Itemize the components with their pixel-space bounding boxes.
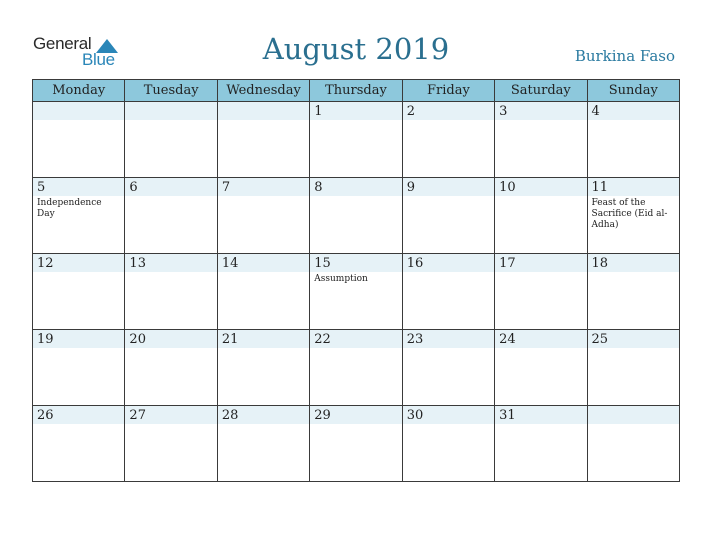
day-cell: [33, 254, 125, 330]
weekday-header-row: [33, 80, 680, 102]
day-number: 27: [129, 408, 146, 423]
day-number-bar: [403, 102, 494, 120]
day-number: 1: [314, 104, 323, 119]
day-number: 3: [499, 104, 508, 119]
logo-word-general: General: [33, 34, 92, 53]
day-number-bar: [218, 102, 309, 120]
day-cell: [217, 178, 309, 254]
day-number-bar: [125, 102, 216, 120]
day-number: 30: [406, 408, 424, 423]
holiday-label: Independence Day: [37, 198, 102, 219]
weekday-header: Sunday: [587, 80, 679, 102]
day-number: 29: [314, 408, 331, 423]
calendar-title: August 2019: [262, 32, 450, 66]
holiday-label: Assumption: [314, 274, 368, 284]
day-number: 23: [406, 332, 424, 347]
day-cell: [495, 178, 587, 254]
day-number-bar: [310, 102, 401, 120]
day-cell: [495, 406, 587, 482]
day-cell: [217, 330, 309, 406]
day-cell: [310, 178, 402, 254]
day-cell: [587, 254, 679, 330]
day-cell: [125, 330, 217, 406]
day-number-bar: [33, 102, 124, 120]
week-row: [33, 102, 680, 178]
day-number-bar: [218, 178, 309, 196]
day-number: 13: [129, 256, 146, 271]
day-cell: [125, 178, 217, 254]
day-cell: [587, 406, 679, 482]
day-number: 14: [221, 256, 239, 271]
weekday-header: Wednesday: [217, 80, 309, 102]
day-number: 19: [37, 332, 54, 347]
day-number: 15: [314, 256, 331, 271]
weekday-header: Monday: [33, 80, 125, 102]
day-cell: [33, 330, 125, 406]
country-name: Burkina Faso: [574, 47, 675, 65]
day-cell: [587, 102, 679, 178]
day-number: 9: [406, 180, 415, 195]
day-number-bar: [33, 178, 124, 196]
day-cell: [402, 102, 494, 178]
day-number: 5: [37, 180, 46, 195]
day-cell: [495, 254, 587, 330]
day-number: 16: [406, 256, 424, 271]
day-number: 25: [591, 332, 609, 347]
day-number-bar: [125, 178, 216, 196]
weekday-header: Saturday: [495, 80, 587, 102]
day-cell: [402, 330, 494, 406]
holiday-label: Feast of the Sacrifice (Eid al-Adha): [591, 198, 668, 230]
day-number-bar: [588, 102, 679, 120]
day-cell: [125, 254, 217, 330]
day-cell: [402, 406, 494, 482]
weekday-header: Friday: [402, 80, 494, 102]
day-number: 26: [37, 408, 54, 423]
day-cell: [310, 406, 402, 482]
day-cell: [310, 102, 402, 178]
day-cell: [402, 254, 494, 330]
day-cell: [587, 330, 679, 406]
day-cell: [217, 406, 309, 482]
day-number: 24: [499, 332, 516, 347]
day-number-bar: [403, 178, 494, 196]
week-row: [33, 178, 680, 254]
day-cell: [33, 102, 125, 178]
day-number: 7: [221, 180, 231, 195]
weekday-header: Thursday: [310, 80, 402, 102]
day-number: 6: [129, 180, 138, 195]
day-number: 21: [221, 332, 239, 347]
week-row: [33, 330, 680, 406]
week-row: [33, 254, 680, 330]
day-number: 8: [314, 180, 323, 195]
day-cell: [310, 330, 402, 406]
day-cell: [217, 102, 309, 178]
day-cell: [495, 330, 587, 406]
day-cell: [125, 406, 217, 482]
day-cell: [587, 178, 679, 254]
day-cell: [402, 178, 494, 254]
logo-word-blue: Blue: [82, 50, 115, 69]
day-number: 2: [406, 104, 415, 119]
day-number: 4: [591, 104, 600, 119]
weekday-header: Tuesday: [125, 80, 217, 102]
calendar-grid: [32, 79, 680, 482]
day-cell: [125, 102, 217, 178]
day-number: 18: [591, 256, 609, 271]
day-number: 17: [499, 256, 516, 271]
day-number-bar: [588, 406, 679, 424]
day-number-bar: [495, 102, 586, 120]
day-number: 28: [221, 408, 239, 423]
day-number: 12: [37, 256, 54, 271]
day-cell: [33, 406, 125, 482]
day-cell: [495, 102, 587, 178]
day-number: 11: [591, 180, 609, 195]
week-row: [33, 406, 680, 482]
day-number-bar: [310, 178, 401, 196]
day-cell: [217, 254, 309, 330]
day-number: 10: [499, 180, 516, 195]
day-cell: [310, 254, 402, 330]
day-number: 31: [499, 408, 516, 423]
day-number: 22: [314, 332, 331, 347]
day-cell: [33, 178, 125, 254]
day-number: 20: [129, 332, 146, 347]
